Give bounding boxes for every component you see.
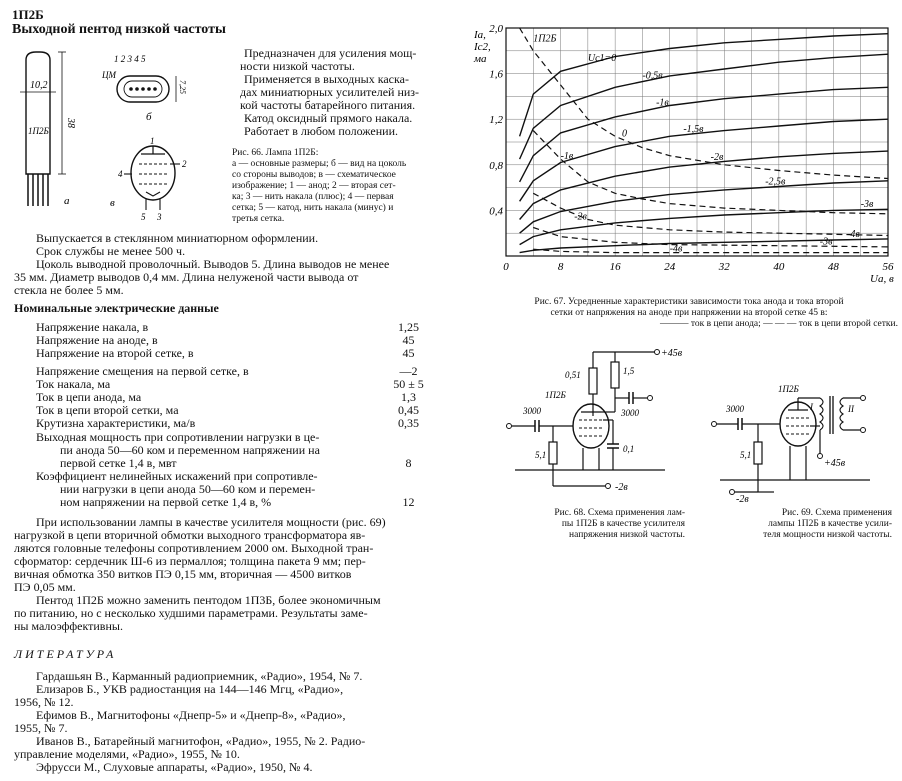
literature-title: ЛИТЕРАТУРА: [14, 647, 117, 661]
list-item: Ефимов В., Магнитофоны «Днепр-5» и «Днепр-8», «Радио»,: [36, 708, 346, 722]
list-item: 1956, № 12.: [14, 695, 74, 709]
x-tick-label: 56: [882, 261, 894, 273]
y-tick-label: 1,6: [489, 68, 503, 81]
y-tick-label: 1,2: [489, 114, 503, 127]
curve-label: -4в: [847, 228, 860, 240]
svg-text:3000: 3000: [621, 408, 639, 418]
tube-outline: [26, 52, 50, 174]
svg-text:II: II: [848, 404, 854, 414]
label-v: в: [110, 197, 115, 209]
curve-label: -0,5в: [642, 70, 663, 82]
y-tick-label: 2,0: [489, 23, 503, 35]
curve-label: -3в: [860, 198, 874, 210]
param-row: Напряжение смещения на первой сетке, в —2: [36, 364, 418, 378]
curve-label: 0: [621, 128, 627, 140]
svg-text:2: 2: [182, 159, 187, 169]
label-a: а: [64, 195, 70, 207]
distortion-value: 12: [402, 495, 415, 509]
anode-current-curve: [520, 87, 888, 182]
tube-code: 1П2Б: [12, 7, 44, 22]
anode-current-curve: [520, 54, 888, 159]
param-row: Ток в цепи анода, ма 1,3: [36, 390, 416, 404]
para-replace: Пентод 1П2Б можно заменить пентодом 1П3Б, более экономичным по питанию, но с несколько худшими параметрами. Результаты заме- ны малоэффективны.: [14, 593, 381, 633]
svg-text:1,5: 1,5: [623, 366, 635, 376]
svg-text:1П2Б: 1П2Б: [545, 390, 566, 400]
svg-text:I: I: [810, 402, 813, 412]
curve-label: -2в: [574, 211, 587, 223]
x-axis-label: Ua, в: [870, 273, 894, 285]
svg-text:4: 4: [118, 169, 123, 179]
dim-width: 10,2: [30, 80, 48, 91]
fig68-schematic: [505, 340, 695, 505]
param-row: Ток накала, ма 50 ± 5: [36, 377, 424, 391]
param-row: Напряжение на второй сетке, в 45: [36, 346, 415, 360]
screen-current-curve: [533, 228, 888, 247]
fig67-caption: Рис. 67. Усредненные характеристики зависимости тока анода и тока второй сетки от напряжения на аноде при напряжении на второй сетке 45 в: ——— ток в цепи анода; — — — ток в цепи второй сетки.: [534, 297, 898, 329]
curve-label: -2в: [710, 151, 724, 163]
para-use: При использовании лампы в качестве усилителя мощности (рис. 69) нагрузкой в цепи вторичной обмотки выходного трансформатора яв- ляются головные телефоны сопротивлением 2000 ом. Выходной тран- сформатор: сердечник Ш-6 из пермаллоя; толщина пакета 9 мм; пер- вичная обмотка 350 витков ПЭ 0,15 мм, вторичная — 4500 витков ПЭ 0,05 мм.: [14, 515, 386, 594]
x-tick-label: 24: [664, 261, 676, 273]
curve-label: -1,5в: [683, 123, 704, 135]
param-row: Напряжение на аноде, в 45: [36, 333, 415, 347]
curve-label: Uc1=0: [587, 52, 617, 64]
curve-label: -2,5в: [765, 176, 786, 188]
param-row: Ток в цепи второй сетки, ма 0,45: [36, 403, 419, 417]
dim-height: 38: [65, 118, 76, 128]
svg-text:1П2Б: 1П2Б: [778, 384, 799, 394]
fig68-caption: Рис. 68. Схема применения лам- пы 1П2Б в качестве усилителя напряжения низкой частоты.: [554, 508, 685, 540]
list-item: управление моделями, «Радио», 1955, № 10.: [14, 747, 240, 761]
chart-tube-label: 1П2Б: [533, 33, 557, 45]
x-tick-label: 0: [503, 261, 509, 273]
svg-text:-2в: -2в: [615, 482, 628, 493]
svg-text:1: 1: [150, 136, 155, 146]
curve-label: -3в: [819, 236, 833, 248]
x-tick-label: 8: [557, 261, 564, 273]
param-row: Напряжение накала, в 1,25: [36, 320, 419, 334]
x-tick-label: 48: [827, 261, 839, 273]
pin-numbers: 1 2 3 4 5: [114, 54, 146, 64]
list-item: 1955, № 7.: [14, 721, 68, 735]
x-tick-label: 16: [609, 261, 621, 273]
y-tick-label: 0,8: [489, 159, 503, 172]
list-item: Гардашьян В., Карманный радиоприемник, «Радио», 1954, № 7.: [36, 669, 363, 683]
power-param: Выходная мощность при сопротивлении нагрузки в це- пи анода 50—60 ком и переменном напряжении на первой сетке 1,4 в, мвт: [36, 430, 320, 470]
svg-text:3000: 3000: [726, 404, 744, 414]
svg-text:5,1: 5,1: [740, 450, 752, 460]
svg-text:-2в: -2в: [736, 494, 749, 505]
svg-text:+45в: +45в: [661, 348, 683, 359]
anode-current-curve: [520, 119, 888, 201]
fig66-caption: Рис. 66. Лампа 1П2Б: а — основные размеры; б — вид на цоколь со стороны выводов; в — схематическое изображение; 1 — анод; 2 — вторая сет- ка; 3 — нить накала (плюс); 4 — первая сетка; 5 — катод, нить накала (минус) и третья сетка.: [232, 148, 407, 224]
page-title: Выходной пентод низкой частоты: [12, 22, 226, 37]
svg-text:5: 5: [141, 212, 146, 222]
body-text: Выпускается в стеклянном миниатюрном оформлении. Срок службы не менее 500 ч. Цоколь выводной проволочный. Выводов 5. Длина выводов не менее 35 мм. Диаметр выводов 0,4 мм. Длина нелуженой части вывода от стекла не более 5 мм.: [14, 231, 390, 297]
literature-list: [14, 670, 365, 774]
intro-text: Предназначен для усиления мощ- ности низкой частоты. Применяется в выходных каска- дах миниатюрных усилителей низ- кой частоты батарейного питания. Катод оксидный прямого накала. Работает в любом положении.: [240, 46, 420, 138]
y-tick-label: 0,4: [489, 205, 503, 218]
svg-text:0,51: 0,51: [565, 370, 581, 380]
cm-label: ЦМ: [102, 70, 116, 80]
curve-label: -1в: [656, 97, 669, 109]
svg-text:+45в: +45в: [824, 458, 846, 469]
x-tick-label: 40: [773, 261, 785, 273]
distortion-param: Коэффициент нелинейных искажений при сопротивле- нии нагрузки в цепи анода 50—60 ком и перемен- ном напряжении на первой сетке 1,4 в, %: [36, 469, 318, 509]
svg-text:5,1: 5,1: [535, 450, 547, 460]
list-item: Иванов В., Батарейный магнитофон, «Радио», 1955, № 2. Радио-: [36, 734, 366, 748]
curve-label: -4в: [669, 243, 683, 255]
svg-text:0,1: 0,1: [623, 444, 635, 454]
y-axis-label: ма: [474, 53, 487, 65]
svg-text:3: 3: [157, 212, 162, 222]
nominal-title: Номинальные электрические данные: [14, 301, 219, 315]
list-item: Елизаров Б., УКВ радиостанция на 144—146 Мгц, «Радио»,: [36, 682, 344, 696]
tube-label: 1П2Б: [28, 126, 49, 136]
power-value: 8: [405, 456, 412, 470]
fig66-drawing: [10, 48, 230, 223]
dim-side: 7,25: [178, 80, 187, 94]
y-axis-label: Ia,: [474, 29, 486, 41]
curve-label: -1в: [560, 151, 574, 163]
screen-current-curve: [533, 131, 888, 214]
x-tick-label: 32: [718, 261, 730, 273]
fig67-chart: [470, 22, 900, 294]
param-row: Крутизна характеристики, ма/в 0,35: [36, 416, 419, 430]
y-axis-label: Ic2,: [474, 41, 491, 53]
screen-current-curve: [533, 249, 888, 252]
fig69-caption: Рис. 69. Схема применения лампы 1П2Б в качестве усили- теля мощности низкой частоты.: [763, 508, 892, 540]
list-item: Эфрусси М., Слуховые аппараты, «Радио», 1950, № 4.: [36, 760, 313, 774]
fig69-schematic: [710, 380, 895, 505]
svg-text:3000: 3000: [523, 406, 541, 416]
label-b: б: [146, 111, 152, 123]
